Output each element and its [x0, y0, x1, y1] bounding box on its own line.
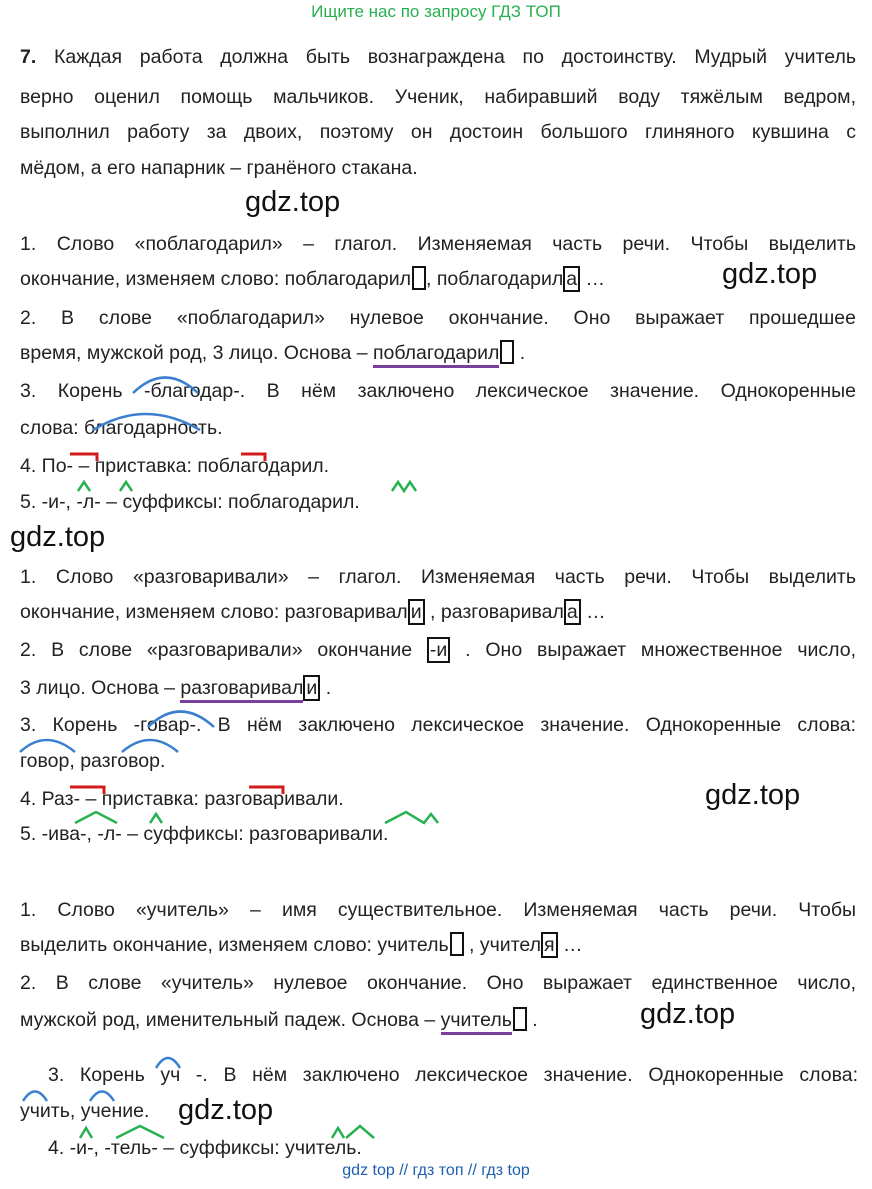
ending-box [412, 266, 426, 290]
base-underline: разговаривал [180, 677, 303, 703]
b3-line-5: 3. Корень уч -. В нём заключено лексическое значение. Однокоренные слова: [48, 1064, 858, 1086]
suffix-mark [385, 812, 438, 823]
ending-box: я [541, 932, 558, 958]
b2-line-2: окончание, изменяем слово: разговаривал и , разговаривал а … [20, 601, 606, 623]
b3-line-2: выделить окончание, изменяем слово: учитель , учител я … [20, 934, 583, 956]
top-banner: Ищите нас по запросу ГДЗ ТОП [311, 2, 561, 21]
task-line-2: верно оценил помощь мальчиков. Ученик, набиравший воду тяжёлым ведром, [20, 86, 856, 108]
b2-line-6: говор, разговор. [20, 750, 166, 772]
b2-line-1: 1. Слово «разговаривали» – глагол. Изменяемая часть речи. Чтобы выделить [20, 566, 856, 588]
watermark: gdz.top [10, 521, 106, 553]
b1-line-7: 4. По- – приставка: поблагодарил. [20, 455, 330, 477]
base-underline: поблагодарил [373, 342, 499, 368]
watermark: gdz.top [722, 258, 818, 290]
ending-box [500, 340, 514, 364]
b3-line-1: 1. Слово «учитель» – имя существительное. Изменяемая часть речи. Чтобы [20, 899, 856, 921]
bottom-footer: gdz top // гдз топ // гдз top [342, 1162, 530, 1179]
ending-box [450, 932, 464, 956]
watermark: gdz.top [245, 186, 341, 218]
task-line-1: 7. Каждая работа должна быть вознаграждена по достоинству. Мудрый учитель [20, 46, 857, 68]
watermark: gdz.top [178, 1094, 274, 1126]
b1-line-2: окончание, изменяем слово: поблагодарил , поблагодарил а … [20, 268, 605, 290]
b1-line-6: слова: благодарность. [20, 417, 223, 439]
ending-box: и [408, 599, 425, 625]
b3-line-7: 4. -и-, -тель- – суффиксы: учитель. [48, 1137, 362, 1159]
task-number: 7. [20, 46, 37, 68]
ending-box [513, 1007, 527, 1031]
b2-line-4: 3 лицо. Основа – разговаривал и . [20, 675, 331, 701]
base-underline: учитель [441, 1009, 512, 1035]
b1-line-5: 3. Корень -благодар-. В нём заключено лексическое значение. Однокоренные [20, 380, 856, 402]
b3-line-3: 2. В слове «учитель» нулевое окончание. Оно выражает единственное число, [20, 972, 856, 994]
ending-box: -и [427, 637, 450, 663]
b1-line-1: 1. Слово «поблагодарил» – глагол. Изменяемая часть речи. Чтобы выделить [20, 233, 856, 255]
ending-box: и [303, 675, 320, 701]
watermark: gdz.top [640, 998, 736, 1030]
task-line-4: мёдом, а его напарник – гранёного стакана. [20, 157, 418, 179]
b3-line-4: мужской род, именительный падеж. Основа – учитель . [20, 1007, 538, 1033]
b1-line-3: 2. В слове «поблагодарил» нулевое окончание. Оно выражает прошедшее [20, 307, 856, 329]
b2-line-3: 2. В слове «разговаривали» окончание -и . Оно выражает множественное число, [20, 639, 856, 661]
watermark: gdz.top [705, 779, 801, 811]
b1-line-8: 5. -и-, -л- – суффиксы: поблагодарил. [20, 491, 360, 513]
suffix-mark [392, 482, 416, 491]
b1-line-4: время, мужской род, 3 лицо. Основа – поблагодарил . [20, 340, 525, 366]
ending-box: а [564, 599, 581, 625]
ending-box: а [563, 266, 580, 292]
b2-line-8: 5. -ива-, -л- – суффиксы: разговаривали. [20, 823, 389, 845]
task-line-3: выполнил работу за двоих, поэтому он достоин большого глиняного кувшина с [20, 121, 856, 143]
b2-line-7: 4. Раз- – приставка: разговаривали. [20, 788, 344, 810]
b3-line-6: учить, учение. [20, 1100, 150, 1122]
b2-line-5: 3. Корень -говар-. В нём заключено лексическое значение. Однокоренные слова: [20, 714, 856, 736]
